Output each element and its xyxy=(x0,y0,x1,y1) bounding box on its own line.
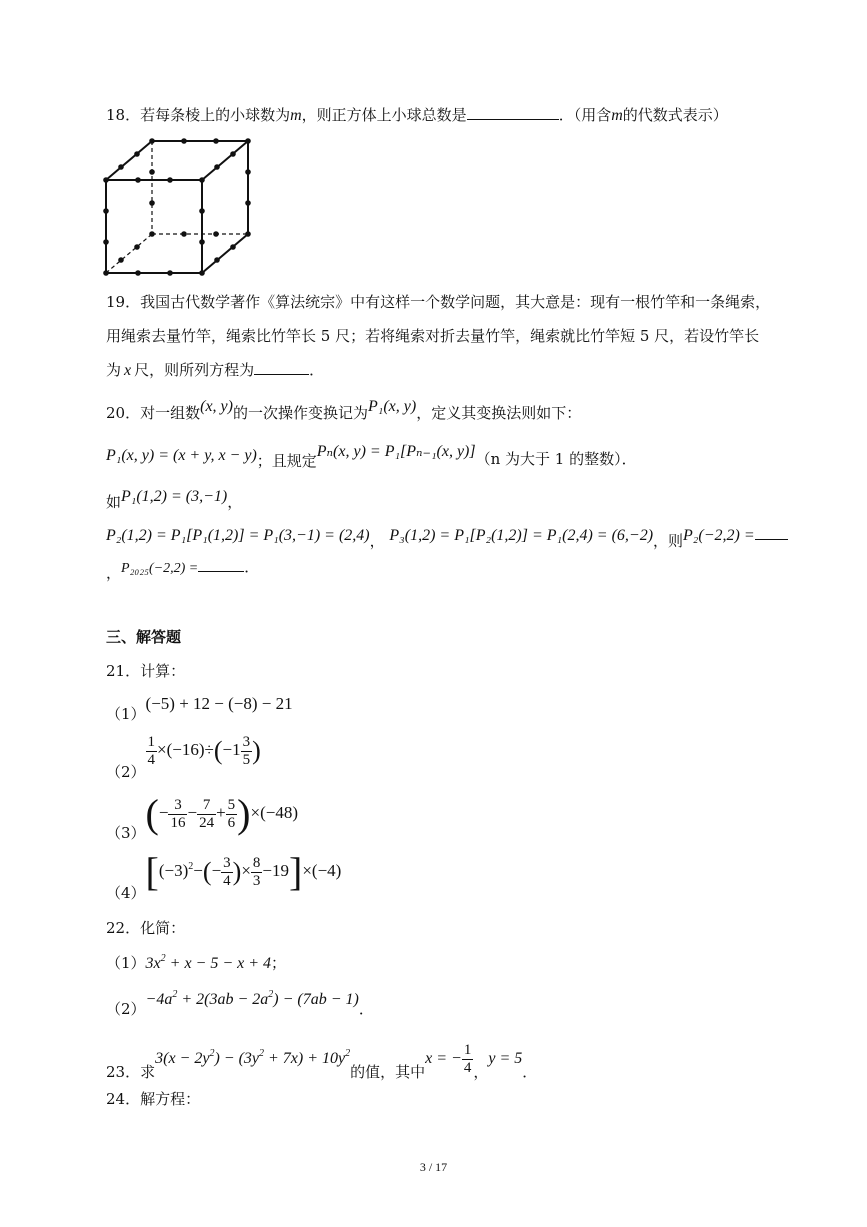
question-20-work xyxy=(106,524,788,550)
part-label: （2） xyxy=(106,1000,146,1018)
q21-part-3 xyxy=(106,791,298,842)
math-expression: $-4a^2 + 2(3ab - 2a^2) - (7ab - 1)$ xyxy=(145,989,359,1008)
math-expression: $3(x - 2y^2) - (3y^2 + 7x) + 10y^2$ xyxy=(155,1048,351,1068)
q20-text: ，定义其变换法则如下： xyxy=(416,404,582,422)
math-expression: (−5) + 12 − (−8) − 21 xyxy=(145,694,293,713)
math-ex2: P₂(1,2) = P₁[P₁(1,2)] = P₁(3,−1) = (2,4) xyxy=(106,527,370,544)
question-20-rule xyxy=(106,443,637,470)
q20-text: ． xyxy=(244,558,260,576)
question-20-ask xyxy=(106,556,260,582)
part-label: （1） xyxy=(106,705,146,723)
cube-figure xyxy=(100,136,256,278)
q19-text: 用绳索去量竹竿，绳索比竹竿长 5 尺；若将绳索对折去量竹竿，绳索就比竹竿短 5 尺，若设竹竿长 xyxy=(106,327,760,345)
q18-text: 若每条棱上的小球数为 xyxy=(140,106,291,124)
question-number: 22． xyxy=(106,919,141,937)
balls xyxy=(103,138,251,276)
var-x: x xyxy=(124,362,132,379)
var-m: m xyxy=(290,107,302,124)
page-number: 3 / 17 xyxy=(419,1160,448,1174)
q22-title: 化简： xyxy=(140,919,186,937)
q18-text: ．（用含 xyxy=(558,106,612,124)
q22-text: ； xyxy=(271,954,287,972)
q21-part-2 xyxy=(106,734,261,782)
part-label: （2） xyxy=(106,763,146,782)
math-ex3: P₃(1,2) = P₁[P₂(1,2)] = P₁(2,4) = (6,−2) xyxy=(389,527,654,544)
q22-text: ． xyxy=(358,1000,374,1018)
answer-blank[interactable] xyxy=(467,105,559,120)
q20-text: 如 xyxy=(106,493,122,511)
q23-text: 的值，其中 xyxy=(350,1063,426,1082)
question-21 xyxy=(106,660,185,681)
q23-text: ， xyxy=(473,1063,489,1082)
q19-text: 我国古代数学著作《算法统宗》中有这样一个数学问题，其大意是：现有一根竹竿和一条绳索， xyxy=(140,293,771,311)
question-23 xyxy=(106,1042,538,1082)
question-24 xyxy=(106,1088,200,1109)
section-heading: 三、解答题 xyxy=(106,628,182,646)
math-x-value: x = − $\frac{1}{4}$ xyxy=(425,1042,472,1076)
math-pair: (x, y) xyxy=(200,398,233,415)
q24-title: 解方程： xyxy=(140,1090,201,1108)
question-number: 23． xyxy=(106,1063,141,1082)
math-y-value: y = 5 xyxy=(488,1050,523,1068)
question-19-line1 xyxy=(106,291,770,312)
math-expression: [$(-3)^2-(-$ $\frac{3}{4}$ )× $\frac{8}{3}$ −19]×(−4) xyxy=(145,849,342,894)
q20-text: 的一次操作变换记为 xyxy=(232,404,368,422)
q21-part-4 xyxy=(106,849,342,902)
q21-title: 计算： xyxy=(140,662,186,680)
question-number: 24． xyxy=(106,1090,141,1108)
answer-blank[interactable] xyxy=(198,557,244,572)
math-p1xy: P₁(x, y) xyxy=(367,398,417,415)
question-19-line3 xyxy=(106,359,324,380)
part-label: （1） xyxy=(106,954,146,972)
q20-text: ，则 xyxy=(653,532,684,550)
math-rule-recursive: Pₙ(x, y) = P₁[Pₙ₋₁(x, y)] xyxy=(316,443,476,460)
q23-text: 求 xyxy=(140,1063,156,1082)
part-label: （4） xyxy=(106,883,146,902)
math-example: P₁(1,2) = (3,−1) xyxy=(121,488,228,505)
answer-blank[interactable] xyxy=(254,360,309,375)
math-rule: P₁(x, y) = (x + y, x − y) xyxy=(106,447,257,464)
question-number: 18． xyxy=(106,106,141,124)
question-20-example xyxy=(106,485,243,511)
var-m: m xyxy=(611,107,623,124)
q22-part-2 xyxy=(106,988,374,1018)
q20-text: ；且规定 xyxy=(256,452,317,470)
math-expression: $3x^2 + x - 5 - x + 4$ xyxy=(145,953,272,972)
q20-text: 对一组数 xyxy=(140,404,201,422)
q19-text: ． xyxy=(309,361,325,379)
q18-text: 的代数式表示） xyxy=(622,106,728,124)
q19-text: 尺，则所列方程为 xyxy=(134,361,255,379)
question-22 xyxy=(106,917,185,938)
question-number: 19． xyxy=(106,293,141,311)
math-expression: $\frac{1}{4}$ ×(−16)÷(−1 $\frac{3}{5}$ ) xyxy=(147,734,261,768)
question-number: 20． xyxy=(106,404,141,422)
question-20-intro xyxy=(106,398,582,423)
q20-text: （n 为大于 1 的整数）． xyxy=(475,450,637,468)
q21-part-1 xyxy=(106,693,293,723)
math-ask2: P₂₀₂₅(−2,2) = xyxy=(121,561,199,576)
math-ask1: P₂(−2,2) = xyxy=(683,527,755,544)
question-number: 21． xyxy=(106,662,141,680)
math-expression: (− $\frac{3}{16}$ − $\frac{7}{24}$ + $\frac{5}{6}$ )×(−48) xyxy=(145,791,298,836)
question-18 xyxy=(106,104,728,125)
q20-text: ， xyxy=(227,493,243,511)
q19-text: 为 xyxy=(106,361,122,379)
answer-blank[interactable] xyxy=(755,525,788,540)
part-label: （3） xyxy=(106,823,146,842)
q20-text: ， xyxy=(369,532,385,550)
q18-text: ，则正方体上小球总数是 xyxy=(301,106,467,124)
q23-text: ． xyxy=(522,1063,538,1082)
q22-part-1 xyxy=(106,952,286,973)
q20-text: ， xyxy=(106,564,122,582)
question-19-line2 xyxy=(106,325,759,346)
